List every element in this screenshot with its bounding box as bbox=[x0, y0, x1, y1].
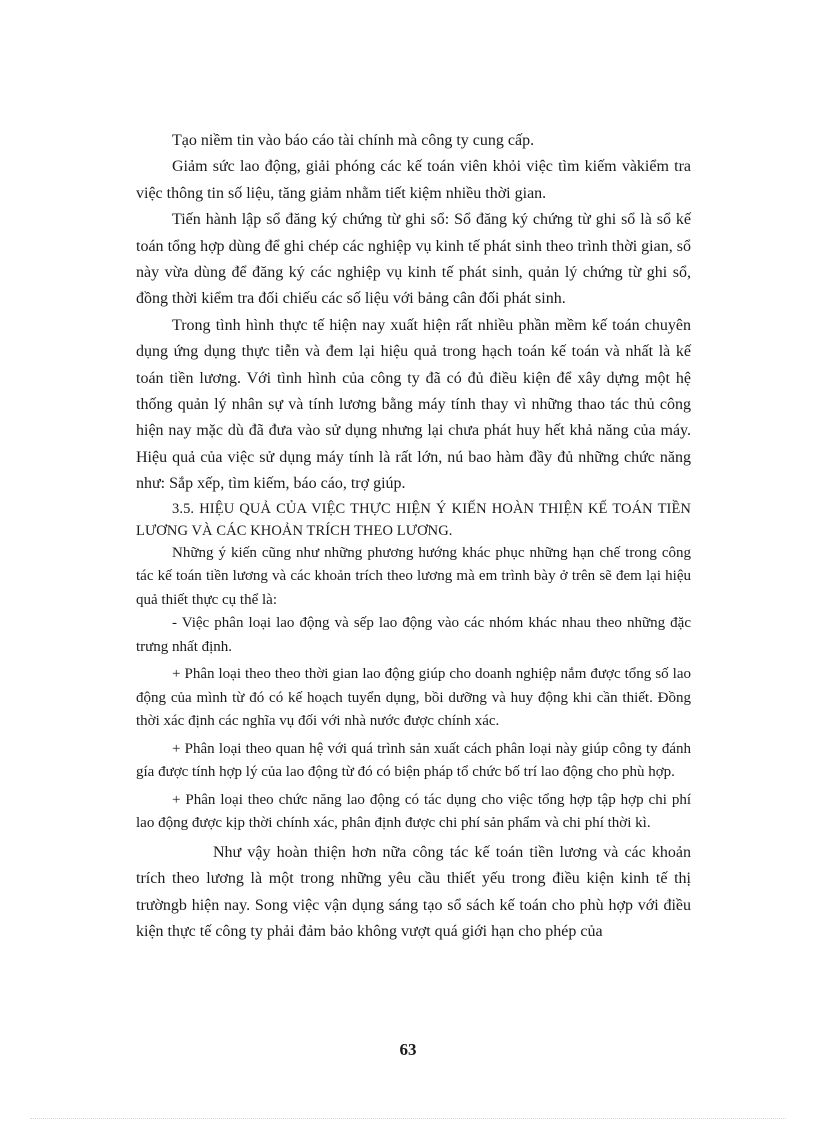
footer-divider bbox=[30, 1118, 786, 1119]
page-number: 63 bbox=[399, 1040, 417, 1059]
paragraph: Tạo niềm tin vào báo cáo tài chính mà công ty cung cấp. bbox=[172, 132, 535, 149]
paragraph: Những ý kiến cũng như những phương hướng khác phục những hạn chế trong công tác kế toán tiền lương và các khoản trích theo lương mà em trình bày ở trên sẽ đem lại hiệu quả thiết thực cụ thể là: bbox=[136, 544, 691, 608]
paragraph: + Phân loại theo quan hệ với quá trình sản xuất cách phân loại này giúp công ty đánh gía được tính hợp lý của lao động từ đó có biện pháp tổ chức bố trí lao động cho phù hợp. bbox=[136, 740, 691, 781]
paragraph: Giảm sức lao động, giải phóng các kế toán viên khỏi việc tìm kiếm vàkiểm tra việc thông tin số liệu, tăng giảm nhằm tiết kiệm nhiều thời gian. bbox=[136, 158, 691, 202]
paragraph: + Phân loại theo chức năng lao động có tác dụng cho việc tổng hợp tập hợp chi phí lao động được kịp thời chính xác, phân định được chi phí sản phẩm và chi phí thời kì. bbox=[136, 791, 691, 832]
paragraph: Trong tình hình thực tế hiện nay xuất hiện rất nhiều phần mềm kế toán chuyên dụng ứng dụng thực tiễn và đem lại hiệu quả trong hạch toán kế toán và nhất là kế toán tiền lương. Với tình hình của công ty đã có đủ điều kiện để xây dựng một hệ thống quản lý nhân sự và tính lương bằng máy tính thay vì những thao tác thủ công hiện nay mặc dù đã đưa vào sử dụng nhưng lại chưa phát huy hết khả năng của máy. Hiệu quả của việc sử dụng máy tính là rất lớn, nú bao hàm đầy đủ những chức năng như: Sắp xếp, tìm kiếm, báo cáo, trợ giúp. bbox=[136, 316, 691, 493]
section-heading: 3.5. HIỆU QUẢ CỦA VIỆC THỰC HIỆN Ý KIẾN HOÀN THIỆN KẾ TOÁN TIỀN LƯƠNG VÀ CÁC KHOẢN TRÍCH THEO LƯƠNG. bbox=[136, 500, 691, 539]
closing-paragraph: Như vậy hoàn thiện hơn nữa công tác kế toán tiền lương và các khoản trích theo lương là một trong những yêu cầu thiết yếu trong điều kiện kinh tế thị trườngb hiện nay. Song việc vận dụng sáng tạo sổ sách kế toán cho phù hợp với điều kiện thực tế công ty phải đảm bảo không vượt quá giới hạn cho phép của bbox=[136, 843, 691, 940]
paragraph: + Phân loại theo theo thời gian lao động giúp cho doanh nghiệp nắm được tổng số lao động của mình từ đó có kế hoạch tuyển dụng, bồi dưỡng và huy động khi cần thiết. Đồng thời xác định các nghĩa vụ đối với nhà nước được chính xác. bbox=[136, 666, 691, 730]
paragraph: Tiến hành lập sổ đăng ký chứng từ ghi sổ: Sổ đăng ký chứng từ ghi sổ là sổ kế toán tổng hợp dùng để ghi chép các nghiệp vụ kinh tế phát sinh theo trình thời gian, sổ này vừa dùng để đăng ký các nghiệp vụ kinh tế phát sinh, quản lý chứng từ ghi sổ, đồng thời kiểm tra đối chiếu các số liệu với bảng cân đối phát sinh. bbox=[136, 211, 691, 308]
body-text bbox=[136, 128, 691, 945]
paragraph: - Việc phân loại lao động và sếp lao động vào các nhóm khác nhau theo những đặc trưng nhất định. bbox=[136, 615, 691, 655]
